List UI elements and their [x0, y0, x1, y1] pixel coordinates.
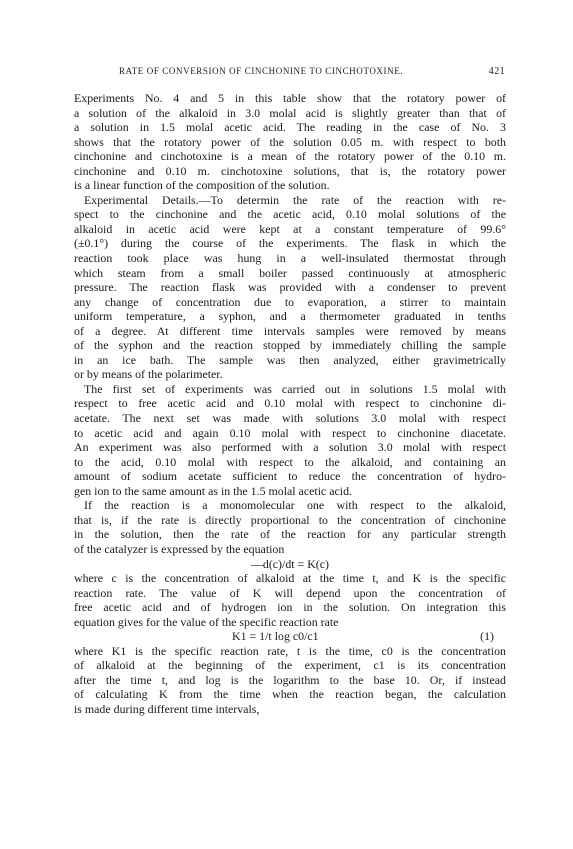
text-line: cinchonine and 0.10 m. cinchotoxine solutions, that is, the rotatory power — [74, 163, 506, 178]
text-line: of alkaloid at the beginning of the experiment, c1 is its concentration — [74, 658, 506, 673]
text-line: respect to free acetic acid and 0.10 molal with respect to cinchonine di- — [74, 396, 506, 411]
text-line: acetate. The next set was made with solutions 3.0 molal with respect — [74, 411, 506, 426]
page-number: 421 — [488, 66, 505, 77]
text-line: The first set of experiments was carried out in solutions 1.5 molal with — [84, 381, 506, 396]
text-line: reaction rate. The value of K will depend upon the concentration of — [74, 585, 506, 600]
text-line: or by means of the polarimeter. — [74, 367, 223, 382]
text-line: If the reaction is a monomolecular one with respect to the alkaloid, — [84, 498, 506, 513]
text-line: any change of concentration due to evaporation, a stirrer to maintain — [74, 294, 506, 309]
text-line: is made during different time intervals, — [74, 701, 260, 716]
equation-number: (1) — [480, 629, 494, 644]
text-line: shows that the rotatory power of the solution 0.05 m. with respect to both — [74, 134, 506, 149]
text-line: alkaloid in acetic acid were kept at a constant temperature of 99.6° — [74, 221, 506, 236]
text-line: (±0.1°) during the course of the experiments. The flask in which the — [74, 236, 506, 251]
text-line: uniform temperature, a syphon, and a thermometer graduated in tenths — [74, 309, 506, 324]
text-line: that is, if the rate is directly proportional to the concentration of cinchonine — [74, 512, 506, 527]
integrated-equation — [74, 629, 506, 644]
running-title: RATE OF CONVERSION OF CINCHONINE TO CINCHOTOXINE. — [119, 66, 404, 76]
text-line: a solution in 1.5 molal acetic acid. The reading in the case of No. 3 — [74, 120, 506, 135]
text-line: which steam from a small boiler passed continuously at atmospheric — [74, 265, 506, 280]
body-text — [74, 91, 506, 717]
text-line: Experiments No. 4 and 5 in this table show that the rotatory power of — [74, 91, 506, 105]
text-line: where K1 is the specific reaction rate, t is the time, c0 is the concentration — [74, 643, 506, 658]
text-line: a solution of the alkaloid in 3.0 molal acid is slightly greater than that of — [74, 105, 506, 120]
text-line: amount of sodium acetate sufficient to reduce the concentration of hydro- — [74, 469, 506, 484]
text-line: of the syphon and the reaction stopped by immediately chilling the sample — [74, 338, 506, 353]
text-line: free acetic acid and of hydrogen ion in the solution. On integration this — [74, 600, 506, 615]
text-line: where c is the concentration of alkaloid at the time t, and K is the specific — [74, 571, 506, 586]
text-line: after the time t, and log is the logarithm to the base 10. Or, if instead — [74, 672, 506, 687]
text-line: of a degree. At different time intervals samples were removed by means — [74, 323, 506, 338]
text-line: is a linear function of the composition of the solution. — [74, 178, 330, 193]
rate-equation: —d(c)/dt = K(c) — [250, 556, 330, 571]
text-line: gen ion to the same amount as in the 1.5 molal acetic acid. — [74, 483, 353, 498]
integrated-equation-text: K1 = 1/t log c0/c1 — [232, 629, 319, 644]
text-line: in an ice bath. The sample was then analyzed, either gravimetrically — [74, 352, 506, 367]
text-line: An experiment was also performed with a solution 3.0 molal with respect — [74, 440, 506, 455]
text-line: of the catalyzer is expressed by the equation — [74, 541, 285, 556]
text-line: of calculating K from the time when the reaction began, the calculation — [74, 687, 506, 702]
text-line: in the solution, then the rate of the reaction for any particular strength — [74, 527, 506, 542]
text-line: equation gives for the value of the specific reaction rate — [74, 614, 339, 629]
text-line: Experimental Details.—To determin the rate of the reaction with re- — [84, 192, 506, 207]
text-line: spect to the cinchonine and the acetic acid, 0.10 molal solutions of the — [74, 207, 506, 222]
text-line: to acetic acid and again 0.10 molal with respect to cinchonine diacetate. — [74, 425, 506, 440]
text-line: to the acid, 0.10 molal with respect to the alkaloid, and containing an — [74, 454, 506, 469]
text-line: reaction took place was hung in a well-insulated thermostat through — [74, 251, 506, 266]
text-line: pressure. The reaction flask was provided with a condenser to prevent — [74, 280, 506, 295]
text-line: cinchonine and cinchotoxine is a mean of the rotatory power of the 0.10 m. — [74, 149, 506, 164]
